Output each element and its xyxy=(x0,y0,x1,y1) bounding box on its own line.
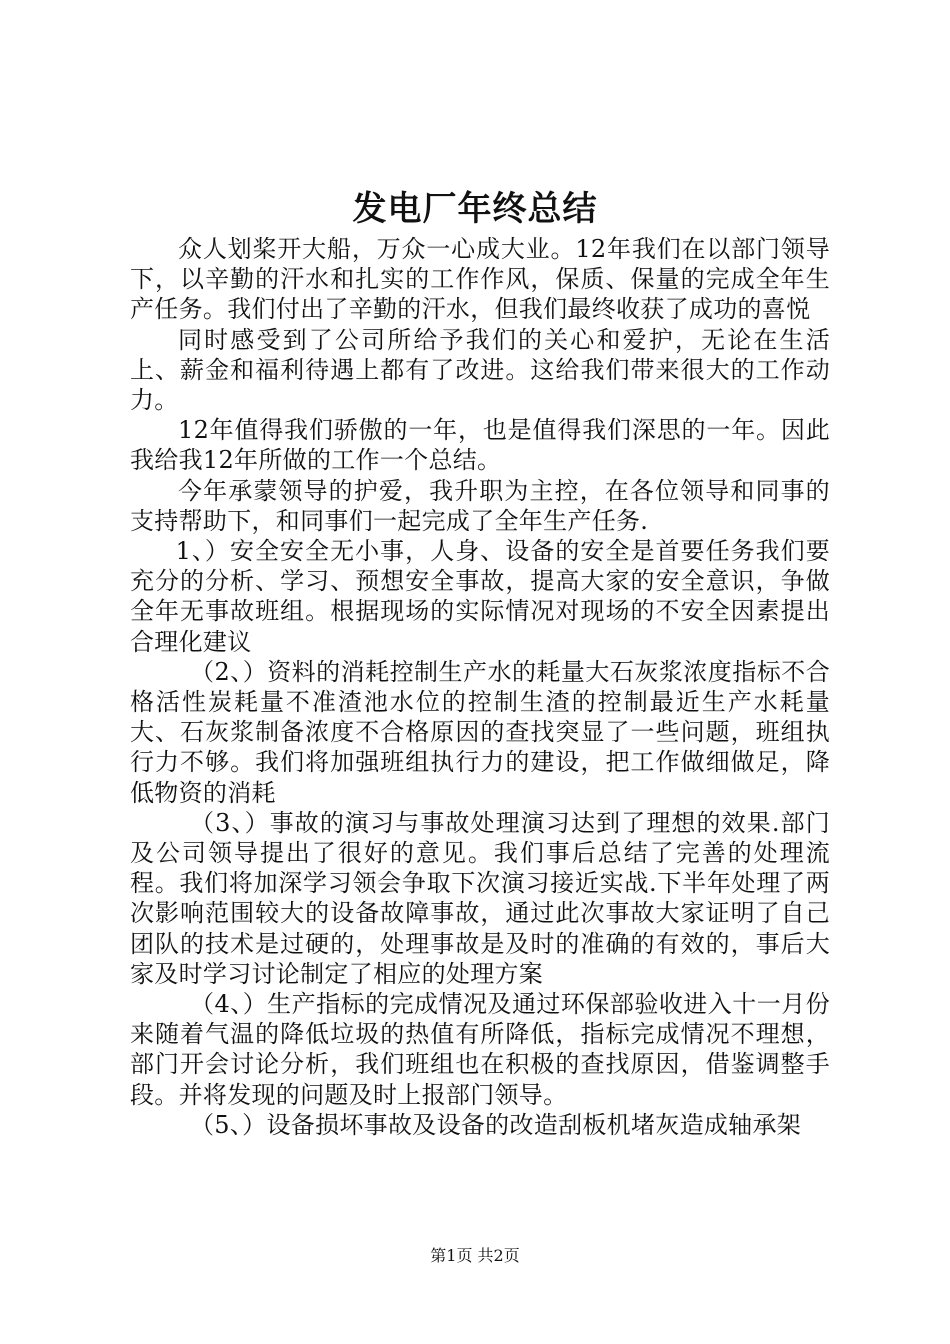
paragraph: （3、）事故的演习与事故处理演习达到了理想的效果.部门及公司领导提出了很好的意见。我们事后总结了完善的处理流程。我们将加深学习领会争取下次演习接近实战.下半年处理了两次影响范围较大的设备故障事故，通过此次事故大家证明了自己团队的技术是过硬的，处理事故是及时的准确的有效的，事后大家及时学习讨论制定了相应的处理方案 xyxy=(130,808,830,988)
document-title: 发电厂年终总结 xyxy=(352,189,598,229)
paragraph: 1、）安全安全无小事，人身、设备的安全是首要任务我们要充分的分析、学习、预想安全事故，提高大家的安全意识，争做全年无事故班组。根据现场的实际情况对现场的不安全因素提出合理化建议 xyxy=(130,537,830,656)
paragraph: （4、）生产指标的完成情况及通过环保部验收进入十一月份来随着气温的降低垃圾的热值有所降低，指标完成情况不理想，部门开会讨论分析，我们班组也在积极的查找原因，借鉴调整手段。并将发现的问题及时上报部门领导。 xyxy=(130,990,830,1109)
paragraph: （5、）设备损坏事故及设备的改造刮板机堵灰造成轴承架 xyxy=(190,1110,802,1139)
paragraph: 12年值得我们骄傲的一年，也是值得我们深思的一年。因此我给我12年所做的工作一个总结。 xyxy=(130,416,830,475)
paragraph: 众人划桨开大船，万众一心成大业。12年我们在以部门领导下，以辛勤的汗水和扎实的工作作风，保质、保量的完成全年生产任务。我们付出了辛勤的汗水，但我们最终收获了成功的喜悦 xyxy=(130,235,830,324)
paragraph: 同时感受到了公司所给予我们的关心和爱护，无论在生活上、薪金和福利待遇上都有了改进。这给我们带来很大的工作动力。 xyxy=(130,325,830,415)
page-number-footer: 第1页 共2页 xyxy=(430,1246,520,1265)
paragraph: （2、）资料的消耗控制生产水的耗量大石灰浆浓度指标不合格活性炭耗量不准渣池水位的控制生渣的控制最近生产水耗量大、石灰浆制备浓度不合格原因的查找突显了一些问题，班组执行力不够。我们将加强班组执行力的建设，把工作做细做足，降低物资的消耗 xyxy=(130,657,830,807)
paragraph: 今年承蒙领导的护爱，我升职为主控，在各位领导和同事的支持帮助下，和同事们一起完成了全年生产任务. xyxy=(130,476,830,535)
document-body xyxy=(130,234,830,1140)
